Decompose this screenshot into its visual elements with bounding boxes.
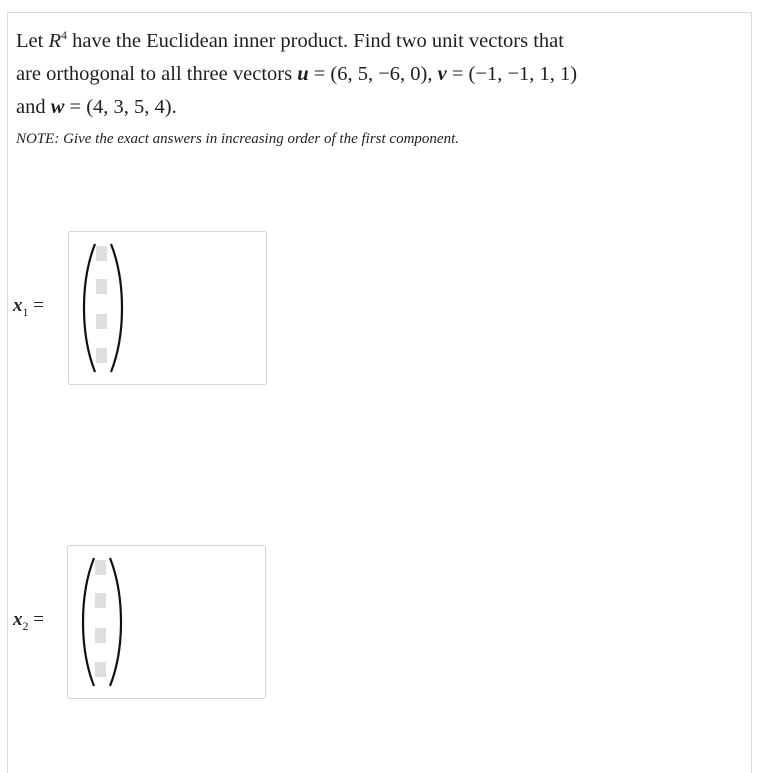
x2-component-3-input[interactable] (95, 628, 106, 643)
x1-component-2-input[interactable] (96, 279, 107, 294)
x2-label: $x_2$ = (13, 609, 44, 633)
x1-component-1-input[interactable] (96, 246, 107, 261)
x2-component-1-input[interactable] (95, 560, 106, 575)
note-text: NOTE: Give the exact answers in increasing order of the first component. (16, 131, 459, 147)
x1-component-4-input[interactable] (96, 348, 107, 363)
x2-matrix-input (67, 545, 266, 699)
x1-label: $x_1$ = (13, 295, 44, 319)
x2-component-2-input[interactable] (95, 593, 106, 608)
x1-component-3-input[interactable] (96, 314, 107, 329)
x2-component-4-input[interactable] (95, 662, 106, 677)
x1-matrix-input (68, 231, 267, 385)
question-text: Let $R^4$ have the Euclidean inner product. Find two unit vectors that are orthogonal to all three vectors u = (6, 5, −6, 0), v = (−1, −1, 1, 1) and w = (4, 3, 5, 4). (16, 28, 578, 118)
right-paren-icon (107, 556, 123, 688)
right-paren-icon (108, 242, 124, 374)
question-card (7, 12, 752, 773)
